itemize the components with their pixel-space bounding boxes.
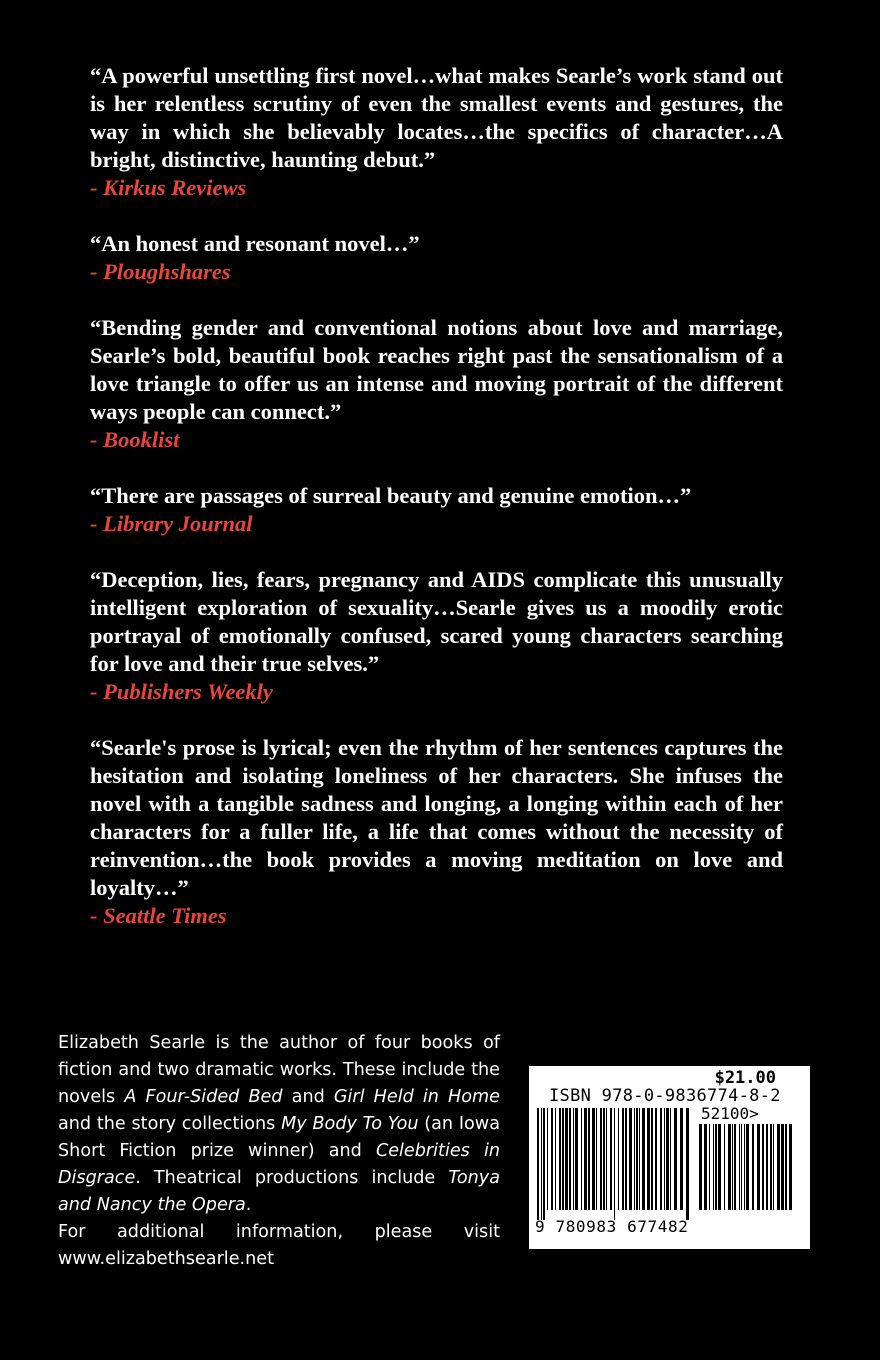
barcode-bar [715, 1124, 717, 1210]
book-title: Girl Held in Home [333, 1087, 500, 1107]
barcode-bar [785, 1124, 787, 1210]
bio-text: (an Iowa Short Fiction prize winner) and [58, 1114, 500, 1161]
barcode-bar [618, 1108, 619, 1210]
review-quote-text: “There are passages of surreal beauty and genuine emotion…” [90, 483, 692, 508]
barcode-bar [746, 1124, 749, 1210]
review-source: - Publishers Weekly [90, 679, 273, 704]
review-quote-text: “A powerful unsettling first novel…what makes Searle’s work stand out is her relentless scrutiny of even the smallest events and gestures, the way in which she believably locates…the specifics of character…A bright, distinctive, haunting debut.” [90, 63, 783, 172]
barcode-addon-code: 52100> [701, 1104, 759, 1123]
review-source: - Booklist [90, 427, 180, 452]
barcode-bar [588, 1108, 590, 1210]
review-seattle-times [90, 734, 783, 930]
review-quote-text: “Searle's prose is lyrical; even the rhythm of her sentences captures the hesitation and isolating loneliness of her characters. She infuses the novel with a tangible sadness and longing, a longing within each of her characters for a fuller life, a life that comes without the necessity of reinvention…the book provides a moving meditation on love and loyalty…” [90, 735, 783, 900]
book-title: Tonya and Nancy the Opera [58, 1168, 500, 1215]
barcode-bar [592, 1108, 595, 1210]
barcode-bar [732, 1124, 733, 1210]
review-booklist [90, 314, 783, 454]
barcode-bar [543, 1108, 545, 1220]
bio-text: and [282, 1087, 334, 1107]
barcode-bar [622, 1108, 624, 1210]
barcode-bar [606, 1108, 607, 1210]
barcode-bar [789, 1124, 792, 1210]
review-source: - Kirkus Reviews [90, 175, 247, 200]
barcode-bar [664, 1108, 665, 1210]
barcode-bar [547, 1108, 548, 1210]
author-bio [58, 1030, 500, 1273]
barcode-bar [647, 1108, 650, 1210]
review-ploughshares [90, 230, 783, 286]
barcode-bar [581, 1108, 582, 1210]
barcode-bar [575, 1108, 578, 1210]
barcode-bar [752, 1124, 754, 1210]
barcode-bar [744, 1124, 745, 1210]
barcode-bar [584, 1108, 587, 1210]
barcode-bar [739, 1124, 740, 1210]
barcode-bar [666, 1108, 669, 1210]
bio-text: . [245, 1195, 252, 1215]
barcode-bar [724, 1124, 725, 1210]
barcode-bar [704, 1124, 707, 1210]
review-library-journal [90, 482, 783, 538]
barcode-digits: 9 780983 677482 [535, 1217, 689, 1236]
barcode-bar [610, 1108, 612, 1210]
barcode-bar [741, 1124, 742, 1210]
review-quote-text: “Deception, lies, fears, pregnancy and AIDS complicate this unusually intelligent exploration of sexuality…Searle gives us a moodily erotic portrayal of emotionally confused, scared young characters searching for love and their true selves.” [90, 567, 783, 676]
barcode-bar [625, 1108, 627, 1210]
bio-text: . Theatrical productions include [135, 1168, 449, 1188]
barcode-bar [766, 1124, 768, 1210]
barcode-bar [565, 1108, 568, 1210]
bio-text: Elizabeth Searle is the author of four books of fiction and two dramatic works. These include the novels [58, 1033, 500, 1107]
author-bio-text [58, 1030, 500, 1219]
barcode-bar [636, 1108, 638, 1210]
barcode-bar [670, 1108, 671, 1210]
book-title: My Body To You [281, 1114, 419, 1134]
book-title: A Four-Sided Bed [124, 1087, 283, 1107]
barcode-bar [537, 1108, 539, 1220]
barcode-bar [757, 1124, 760, 1210]
review-source: - Library Journal [90, 511, 253, 536]
review-source: - Ploughshares [90, 259, 231, 284]
barcode-bar [555, 1108, 556, 1210]
barcode-bar [762, 1124, 764, 1210]
review-quote-text: “An honest and resonant novel…” [90, 231, 420, 256]
barcode-bar [680, 1108, 683, 1210]
barcode-bar [713, 1124, 714, 1210]
barcode-bar [777, 1124, 780, 1210]
review-source: - Seattle Times [90, 903, 227, 928]
barcode-bar [603, 1108, 605, 1210]
bio-text: and the story collections [58, 1114, 282, 1134]
barcode-bar [573, 1108, 574, 1210]
review-kirkus [90, 62, 783, 202]
barcode-bar [686, 1108, 689, 1220]
barcode-bar [699, 1124, 702, 1210]
barcode-main-bars [535, 1108, 691, 1220]
book-title: Celebrities in Disgrace [58, 1141, 500, 1188]
barcode-bar [728, 1124, 731, 1210]
barcode-bar [718, 1124, 721, 1210]
barcode-bar [674, 1108, 677, 1210]
barcode-bar [660, 1108, 662, 1210]
barcode-bar [634, 1108, 635, 1210]
barcode-bar [770, 1124, 772, 1210]
barcode-bar [642, 1108, 645, 1210]
barcode-bar [773, 1124, 774, 1210]
barcode-bar [596, 1108, 597, 1210]
barcode-bar [629, 1108, 632, 1210]
isbn-barcode-panel [529, 1066, 810, 1249]
barcode-bar [562, 1108, 564, 1210]
barcode-addon-bars [697, 1124, 797, 1220]
barcode-bar [569, 1108, 571, 1210]
review-publishers-weekly [90, 566, 783, 706]
barcode-bar [781, 1124, 784, 1210]
barcode-bar [734, 1124, 736, 1210]
isbn-number: ISBN 978-0-9836774-8-2 [549, 1086, 781, 1106]
barcode-bar [639, 1108, 640, 1210]
review-quote-text: “Bending gender and conventional notions about love and marriage, Searle’s bold, beautiful book reaches right past the sensationalism of a love triangle to offer us an intense and moving portrait of the different ways people can connect.” [90, 315, 783, 424]
barcode-price: $21.00 [714, 1068, 776, 1088]
author-website-line: For additional information, please visit www.elizabethsearle.net [58, 1222, 500, 1269]
barcode-bar [655, 1108, 657, 1210]
barcode-bar [709, 1124, 710, 1210]
barcode-bar [559, 1108, 561, 1210]
barcode-bar [614, 1108, 615, 1220]
barcode-bar [600, 1108, 602, 1210]
review-quotes [90, 62, 783, 958]
barcode-bar [541, 1108, 542, 1220]
barcode-bar [651, 1108, 653, 1210]
barcode-bar [551, 1108, 553, 1210]
